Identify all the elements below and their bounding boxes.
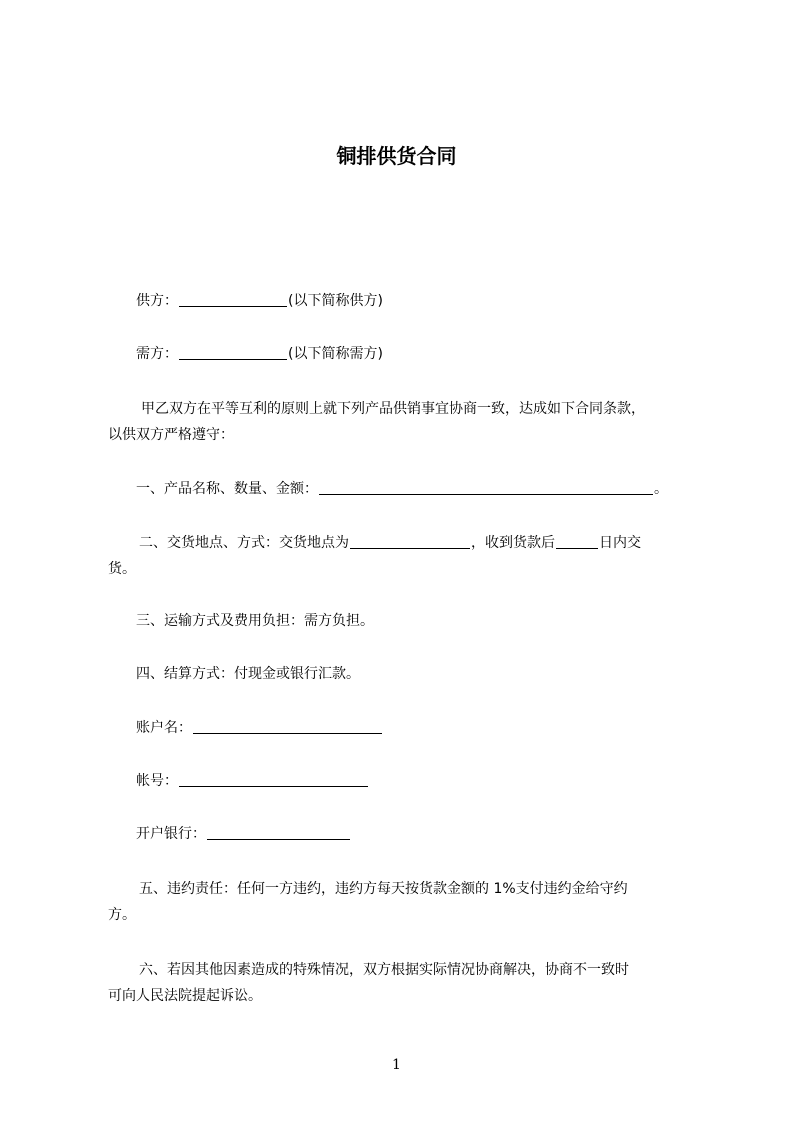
clause-1-line [136,479,668,499]
account-number-label: 帐号： [136,773,178,789]
page-number: 1 [392,1057,401,1073]
clause-1-label: 一、产品名称、数量、金额： [136,481,318,497]
bank-line [136,824,351,844]
intro-line-1: 甲乙双方在平等互利的原则上就下列产品供销事宜协商一致，达成如下合同条款， [141,401,645,417]
clause-2-part-3: 日内交 [599,535,641,551]
supplier-suffix: (以下简称供方) [288,293,383,309]
account-number-line [136,771,369,791]
clause-1-end: 。 [654,481,668,497]
delivery-location-blank [350,534,470,549]
buyer-label: 需方： [136,346,178,362]
account-name-line [136,718,383,738]
account-name-blank [193,719,382,734]
clause-6-line-2: 可向人民法院提起诉讼。 [108,988,262,1004]
buyer-blank [179,345,287,360]
clause-5-line-1: 五、违约责任：任何一方违约，违约方每天按货款金额的 1%支付违约金给守约 [139,881,628,897]
bank-blank [207,825,350,840]
clause-1-blank [319,480,653,495]
clause-5-line-2: 方。 [108,907,136,923]
buyer-suffix: (以下简称需方) [288,346,383,362]
clause-4-line: 四、结算方式：付现金或银行汇款。 [136,666,360,682]
supplier-blank [179,292,287,307]
supplier-label: 供方： [136,293,178,309]
account-name-label: 账户名： [136,720,192,736]
clause-2-line-1 [139,533,641,553]
clause-2-part-1: 二、交货地点、方式：交货地点为 [139,535,349,551]
account-number-blank [179,772,368,787]
clause-3-line: 三、运输方式及费用负担：需方负担。 [136,613,374,629]
clause-2-line-2: 货。 [108,561,136,577]
supplier-line [136,291,383,311]
clause-6-line-1: 六、若因其他因素造成的特殊情况，双方根据实际情况协商解决，协商不一致时 [139,962,629,978]
buyer-line [136,344,383,364]
bank-label: 开户银行： [136,826,206,842]
delivery-days-blank [556,534,598,549]
document-title: 铜排供货合同 [336,144,457,168]
intro-line-2: 以供双方严格遵守： [108,427,234,443]
clause-2-part-2: ，收到货款后 [471,535,555,551]
